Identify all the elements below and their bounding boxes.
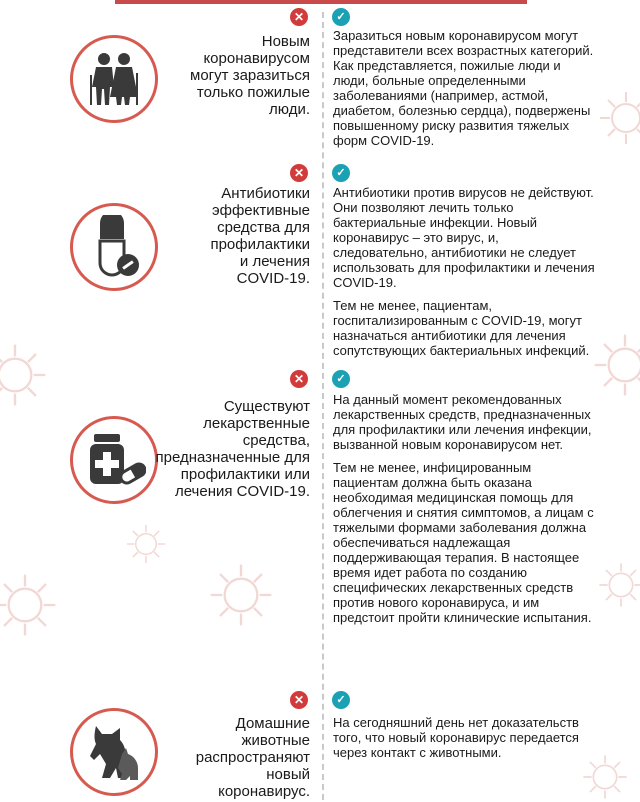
- icon-circle: [70, 416, 158, 504]
- fact-column: [333, 715, 595, 768]
- virus-decoration-icon: [0, 340, 50, 410]
- fact-check-icon: ✓: [332, 164, 350, 182]
- myth-text: Антибиотики эффективные средства для профилактики и лечения COVID-19.: [210, 185, 310, 287]
- myth-text: Новым коронавирусом могут заразиться только пожилые люди.: [190, 33, 310, 118]
- pets-icon: [82, 720, 146, 784]
- icon-circle: [70, 708, 158, 796]
- virus-decoration-icon: [596, 560, 640, 610]
- elderly-couple-icon: [82, 47, 146, 111]
- fact-text: Заразиться новым коронавирусом могут представители всех возрастных категорий. Как представляется, пожилые люди и люди, больные определенными заболеваниями (например, астмой, диабетом, болезнью сердца), подвержены повышенному риску развития тяжелых форм COVID-19.: [333, 28, 594, 148]
- top-rule: [115, 0, 527, 4]
- myth-text: Существуют лекарственные средства, предназначенные для профилактики или лечения COVID-19.: [155, 398, 310, 500]
- fact-text: Тем не менее, инфицированным пациентам должна быть оказана необходимая медицинская помощь для облегчения и снятия симптомов, а лицам с тяжелыми формами заболевания должна обеспечиваться надлежащая поддерживающая терапия. В настоящее время идет работа по созданию специфических лекарственных средств против нового коронавируса, и им предстоит пройти клинические испытания.: [333, 460, 594, 625]
- fact-text: Тем не менее, пациентам, госпитализированным с COVID-19, могут назначаться антибиотики для лечения сопутствующих бактериальных инфекций.: [333, 298, 590, 358]
- fact-text: Антибиотики против вирусов не действуют. Они позволяют лечить только бактериальные инфекции. Новый коронавирус – это вирус, и, следовательно, антибиотики не следует использовать для профилактики и лечения COVID-19.: [333, 185, 595, 290]
- virus-decoration-icon: [596, 88, 640, 148]
- myth-cross-icon: ✕: [290, 370, 308, 388]
- myth-cross-icon: ✕: [290, 8, 308, 26]
- fact-column: [333, 392, 595, 633]
- virus-decoration-icon: [590, 330, 640, 400]
- icon-circle: [70, 203, 158, 291]
- medicine-bottle-icon: [82, 428, 146, 492]
- virus-decoration-icon: [124, 522, 168, 566]
- virus-decoration-icon: [206, 560, 276, 630]
- fact-check-icon: ✓: [332, 370, 350, 388]
- fact-check-icon: ✓: [332, 8, 350, 26]
- myth-cross-icon: ✕: [290, 164, 308, 182]
- fact-check-icon: ✓: [332, 691, 350, 709]
- myth-text: Домашние животные распространяют новый коронавирус.: [195, 715, 310, 800]
- myth-cross-icon: ✕: [290, 691, 308, 709]
- column-divider: [322, 12, 324, 800]
- fact-text: На сегодняшний день нет доказательств того, что новый коронавирус передается через контакт с животными.: [333, 715, 579, 760]
- fact-column: [333, 185, 595, 366]
- virus-decoration-icon: [0, 570, 60, 640]
- pills-icon: [82, 215, 146, 279]
- icon-circle: [70, 35, 158, 123]
- fact-text: На данный момент рекомендованных лекарственных средств, предназначенных для профилактики или лечения инфекции, вызванной новым коронавирусом нет.: [333, 392, 592, 452]
- fact-column: [333, 28, 595, 156]
